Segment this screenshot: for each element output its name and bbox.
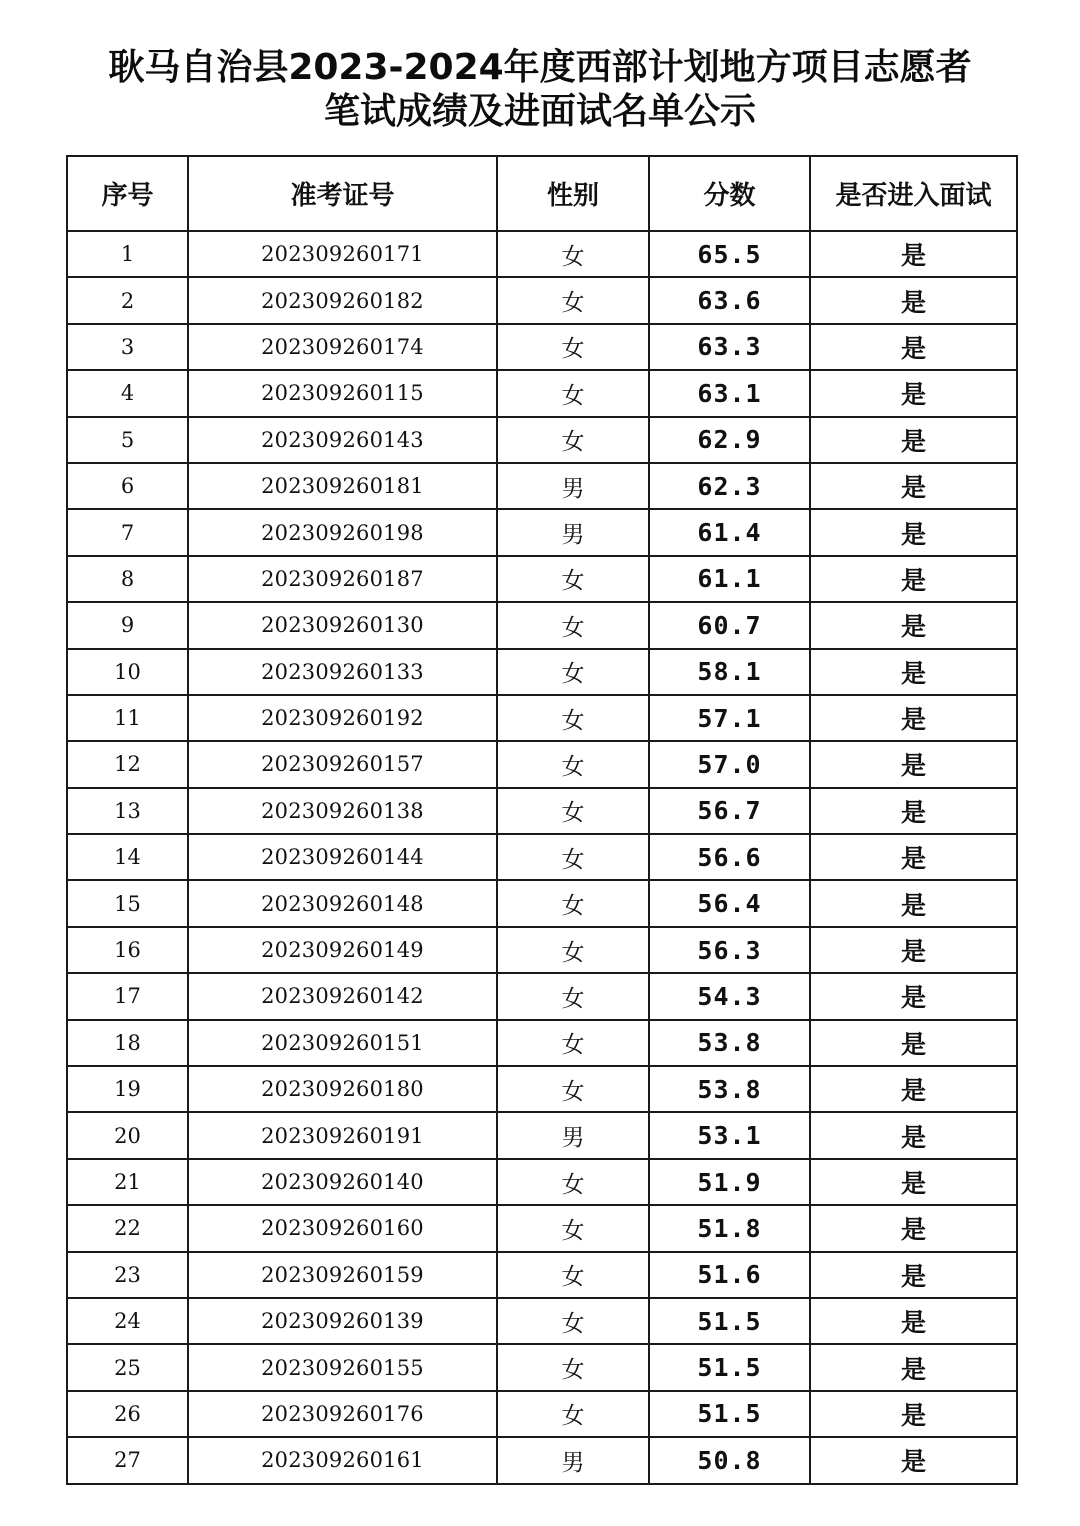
cell-gender: 女 bbox=[497, 417, 649, 463]
cell-exam-id: 202309260138 bbox=[188, 788, 497, 834]
cell-seq: 11 bbox=[67, 695, 188, 741]
cell-gender: 女 bbox=[497, 741, 649, 787]
cell-interview: 是 bbox=[810, 973, 1017, 1019]
cell-seq: 3 bbox=[67, 324, 188, 370]
header-score: 分数 bbox=[649, 156, 810, 231]
cell-gender: 女 bbox=[497, 1020, 649, 1066]
cell-exam-id: 202309260187 bbox=[188, 556, 497, 602]
cell-seq: 27 bbox=[67, 1437, 188, 1483]
cell-score: 56.4 bbox=[649, 880, 810, 926]
cell-exam-id: 202309260180 bbox=[188, 1066, 497, 1112]
cell-gender: 女 bbox=[497, 788, 649, 834]
cell-interview: 是 bbox=[810, 880, 1017, 926]
table-row bbox=[67, 1252, 1017, 1298]
cell-score: 56.6 bbox=[649, 834, 810, 880]
cell-seq: 8 bbox=[67, 556, 188, 602]
header-seq: 序号 bbox=[67, 156, 188, 231]
table-row bbox=[67, 1020, 1017, 1066]
table-row bbox=[67, 556, 1017, 602]
table-row bbox=[67, 649, 1017, 695]
table-row bbox=[67, 324, 1017, 370]
cell-interview: 是 bbox=[810, 370, 1017, 416]
cell-score: 61.1 bbox=[649, 556, 810, 602]
cell-seq: 14 bbox=[67, 834, 188, 880]
cell-interview: 是 bbox=[810, 231, 1017, 277]
cell-score: 62.3 bbox=[649, 463, 810, 509]
cell-gender: 女 bbox=[497, 602, 649, 648]
cell-interview: 是 bbox=[810, 556, 1017, 602]
cell-exam-id: 202309260160 bbox=[188, 1205, 497, 1251]
cell-score: 53.1 bbox=[649, 1112, 810, 1158]
cell-exam-id: 202309260140 bbox=[188, 1159, 497, 1205]
cell-exam-id: 202309260133 bbox=[188, 649, 497, 695]
cell-seq: 21 bbox=[67, 1159, 188, 1205]
cell-gender: 女 bbox=[497, 1159, 649, 1205]
cell-interview: 是 bbox=[810, 1159, 1017, 1205]
cell-seq: 15 bbox=[67, 880, 188, 926]
table-row bbox=[67, 1112, 1017, 1158]
cell-exam-id: 202309260139 bbox=[188, 1298, 497, 1344]
cell-gender: 女 bbox=[497, 927, 649, 973]
cell-seq: 2 bbox=[67, 277, 188, 323]
table-row bbox=[67, 788, 1017, 834]
table-row bbox=[67, 741, 1017, 787]
cell-seq: 4 bbox=[67, 370, 188, 416]
table-row bbox=[67, 231, 1017, 277]
cell-exam-id: 202309260130 bbox=[188, 602, 497, 648]
cell-exam-id: 202309260157 bbox=[188, 741, 497, 787]
cell-gender: 男 bbox=[497, 1437, 649, 1483]
cell-gender: 女 bbox=[497, 370, 649, 416]
cell-seq: 13 bbox=[67, 788, 188, 834]
cell-seq: 9 bbox=[67, 602, 188, 648]
document-title-line2: 笔试成绩及进面试名单公示 bbox=[323, 91, 756, 132]
table-row bbox=[67, 370, 1017, 416]
cell-seq: 20 bbox=[67, 1112, 188, 1158]
cell-score: 61.4 bbox=[649, 509, 810, 555]
table-row bbox=[67, 880, 1017, 926]
table-row bbox=[67, 1205, 1017, 1251]
cell-interview: 是 bbox=[810, 417, 1017, 463]
cell-interview: 是 bbox=[810, 1437, 1017, 1483]
cell-seq: 6 bbox=[67, 463, 188, 509]
cell-score: 63.1 bbox=[649, 370, 810, 416]
cell-score: 51.5 bbox=[649, 1298, 810, 1344]
table-row bbox=[67, 277, 1017, 323]
cell-gender: 女 bbox=[497, 1205, 649, 1251]
cell-interview: 是 bbox=[810, 788, 1017, 834]
cell-interview: 是 bbox=[810, 741, 1017, 787]
table-row bbox=[67, 602, 1017, 648]
cell-seq: 12 bbox=[67, 741, 188, 787]
cell-interview: 是 bbox=[810, 1066, 1017, 1112]
cell-score: 51.9 bbox=[649, 1159, 810, 1205]
cell-exam-id: 202309260176 bbox=[188, 1391, 497, 1437]
cell-gender: 女 bbox=[497, 1066, 649, 1112]
cell-exam-id: 202309260198 bbox=[188, 509, 497, 555]
cell-exam-id: 202309260143 bbox=[188, 417, 497, 463]
cell-gender: 男 bbox=[497, 463, 649, 509]
cell-seq: 1 bbox=[67, 231, 188, 277]
cell-interview: 是 bbox=[810, 695, 1017, 741]
cell-exam-id: 202309260159 bbox=[188, 1252, 497, 1298]
cell-exam-id: 202309260148 bbox=[188, 880, 497, 926]
cell-exam-id: 202309260191 bbox=[188, 1112, 497, 1158]
table-body bbox=[67, 231, 1017, 1484]
cell-exam-id: 202309260142 bbox=[188, 973, 497, 1019]
cell-exam-id: 202309260161 bbox=[188, 1437, 497, 1483]
header-gender: 性别 bbox=[497, 156, 649, 231]
cell-score: 54.3 bbox=[649, 973, 810, 1019]
cell-interview: 是 bbox=[810, 277, 1017, 323]
cell-gender: 女 bbox=[497, 649, 649, 695]
table-header-row bbox=[67, 156, 1017, 231]
cell-score: 63.3 bbox=[649, 324, 810, 370]
table-row bbox=[67, 509, 1017, 555]
cell-score: 53.8 bbox=[649, 1066, 810, 1112]
table-row bbox=[67, 1066, 1017, 1112]
table-row bbox=[67, 973, 1017, 1019]
cell-gender: 女 bbox=[497, 973, 649, 1019]
cell-exam-id: 202309260155 bbox=[188, 1344, 497, 1390]
cell-interview: 是 bbox=[810, 509, 1017, 555]
cell-score: 56.3 bbox=[649, 927, 810, 973]
cell-gender: 女 bbox=[497, 1298, 649, 1344]
cell-seq: 16 bbox=[67, 927, 188, 973]
cell-seq: 22 bbox=[67, 1205, 188, 1251]
cell-gender: 女 bbox=[497, 1344, 649, 1390]
cell-interview: 是 bbox=[810, 834, 1017, 880]
cell-gender: 女 bbox=[497, 834, 649, 880]
cell-score: 60.7 bbox=[649, 602, 810, 648]
cell-exam-id: 202309260151 bbox=[188, 1020, 497, 1066]
cell-gender: 女 bbox=[497, 880, 649, 926]
cell-interview: 是 bbox=[810, 1112, 1017, 1158]
cell-exam-id: 202309260182 bbox=[188, 277, 497, 323]
cell-gender: 女 bbox=[497, 1252, 649, 1298]
cell-interview: 是 bbox=[810, 927, 1017, 973]
cell-score: 62.9 bbox=[649, 417, 810, 463]
cell-score: 57.0 bbox=[649, 741, 810, 787]
cell-gender: 男 bbox=[497, 1112, 649, 1158]
cell-exam-id: 202309260192 bbox=[188, 695, 497, 741]
cell-exam-id: 202309260171 bbox=[188, 231, 497, 277]
cell-seq: 24 bbox=[67, 1298, 188, 1344]
header-interview: 是否进入面试 bbox=[810, 156, 1017, 231]
table-row bbox=[67, 1391, 1017, 1437]
cell-gender: 女 bbox=[497, 277, 649, 323]
table-row bbox=[67, 1298, 1017, 1344]
cell-seq: 25 bbox=[67, 1344, 188, 1390]
cell-interview: 是 bbox=[810, 463, 1017, 509]
cell-interview: 是 bbox=[810, 1020, 1017, 1066]
cell-seq: 26 bbox=[67, 1391, 188, 1437]
cell-score: 51.5 bbox=[649, 1344, 810, 1390]
cell-score: 51.5 bbox=[649, 1391, 810, 1437]
cell-gender: 男 bbox=[497, 509, 649, 555]
cell-gender: 女 bbox=[497, 1391, 649, 1437]
cell-score: 63.6 bbox=[649, 277, 810, 323]
cell-interview: 是 bbox=[810, 649, 1017, 695]
cell-gender: 女 bbox=[497, 556, 649, 602]
cell-exam-id: 202309260144 bbox=[188, 834, 497, 880]
cell-interview: 是 bbox=[810, 1298, 1017, 1344]
cell-score: 51.6 bbox=[649, 1252, 810, 1298]
document-title-line1: 耿马自治县2023-2024年度西部计划地方项目志愿者 bbox=[108, 47, 972, 88]
cell-seq: 18 bbox=[67, 1020, 188, 1066]
cell-interview: 是 bbox=[810, 1391, 1017, 1437]
table-row bbox=[67, 417, 1017, 463]
cell-seq: 19 bbox=[67, 1066, 188, 1112]
table-row bbox=[67, 927, 1017, 973]
cell-seq: 17 bbox=[67, 973, 188, 1019]
cell-score: 51.8 bbox=[649, 1205, 810, 1251]
cell-interview: 是 bbox=[810, 1344, 1017, 1390]
table-row bbox=[67, 1437, 1017, 1483]
cell-score: 57.1 bbox=[649, 695, 810, 741]
cell-score: 56.7 bbox=[649, 788, 810, 834]
table-row bbox=[67, 834, 1017, 880]
cell-gender: 女 bbox=[497, 695, 649, 741]
cell-interview: 是 bbox=[810, 602, 1017, 648]
header-exam-id: 准考证号 bbox=[188, 156, 497, 231]
cell-interview: 是 bbox=[810, 1252, 1017, 1298]
cell-gender: 女 bbox=[497, 231, 649, 277]
cell-score: 53.8 bbox=[649, 1020, 810, 1066]
cell-exam-id: 202309260181 bbox=[188, 463, 497, 509]
cell-interview: 是 bbox=[810, 1205, 1017, 1251]
cell-seq: 5 bbox=[67, 417, 188, 463]
cell-exam-id: 202309260174 bbox=[188, 324, 497, 370]
cell-exam-id: 202309260149 bbox=[188, 927, 497, 973]
table-row bbox=[67, 463, 1017, 509]
table-row bbox=[67, 695, 1017, 741]
table-row bbox=[67, 1344, 1017, 1390]
cell-seq: 10 bbox=[67, 649, 188, 695]
cell-interview: 是 bbox=[810, 324, 1017, 370]
cell-seq: 23 bbox=[67, 1252, 188, 1298]
cell-seq: 7 bbox=[67, 509, 188, 555]
score-table bbox=[66, 155, 1018, 1485]
cell-score: 58.1 bbox=[649, 649, 810, 695]
table-row bbox=[67, 1159, 1017, 1205]
cell-gender: 女 bbox=[497, 324, 649, 370]
cell-score: 65.5 bbox=[649, 231, 810, 277]
cell-exam-id: 202309260115 bbox=[188, 370, 497, 416]
cell-score: 50.8 bbox=[649, 1437, 810, 1483]
